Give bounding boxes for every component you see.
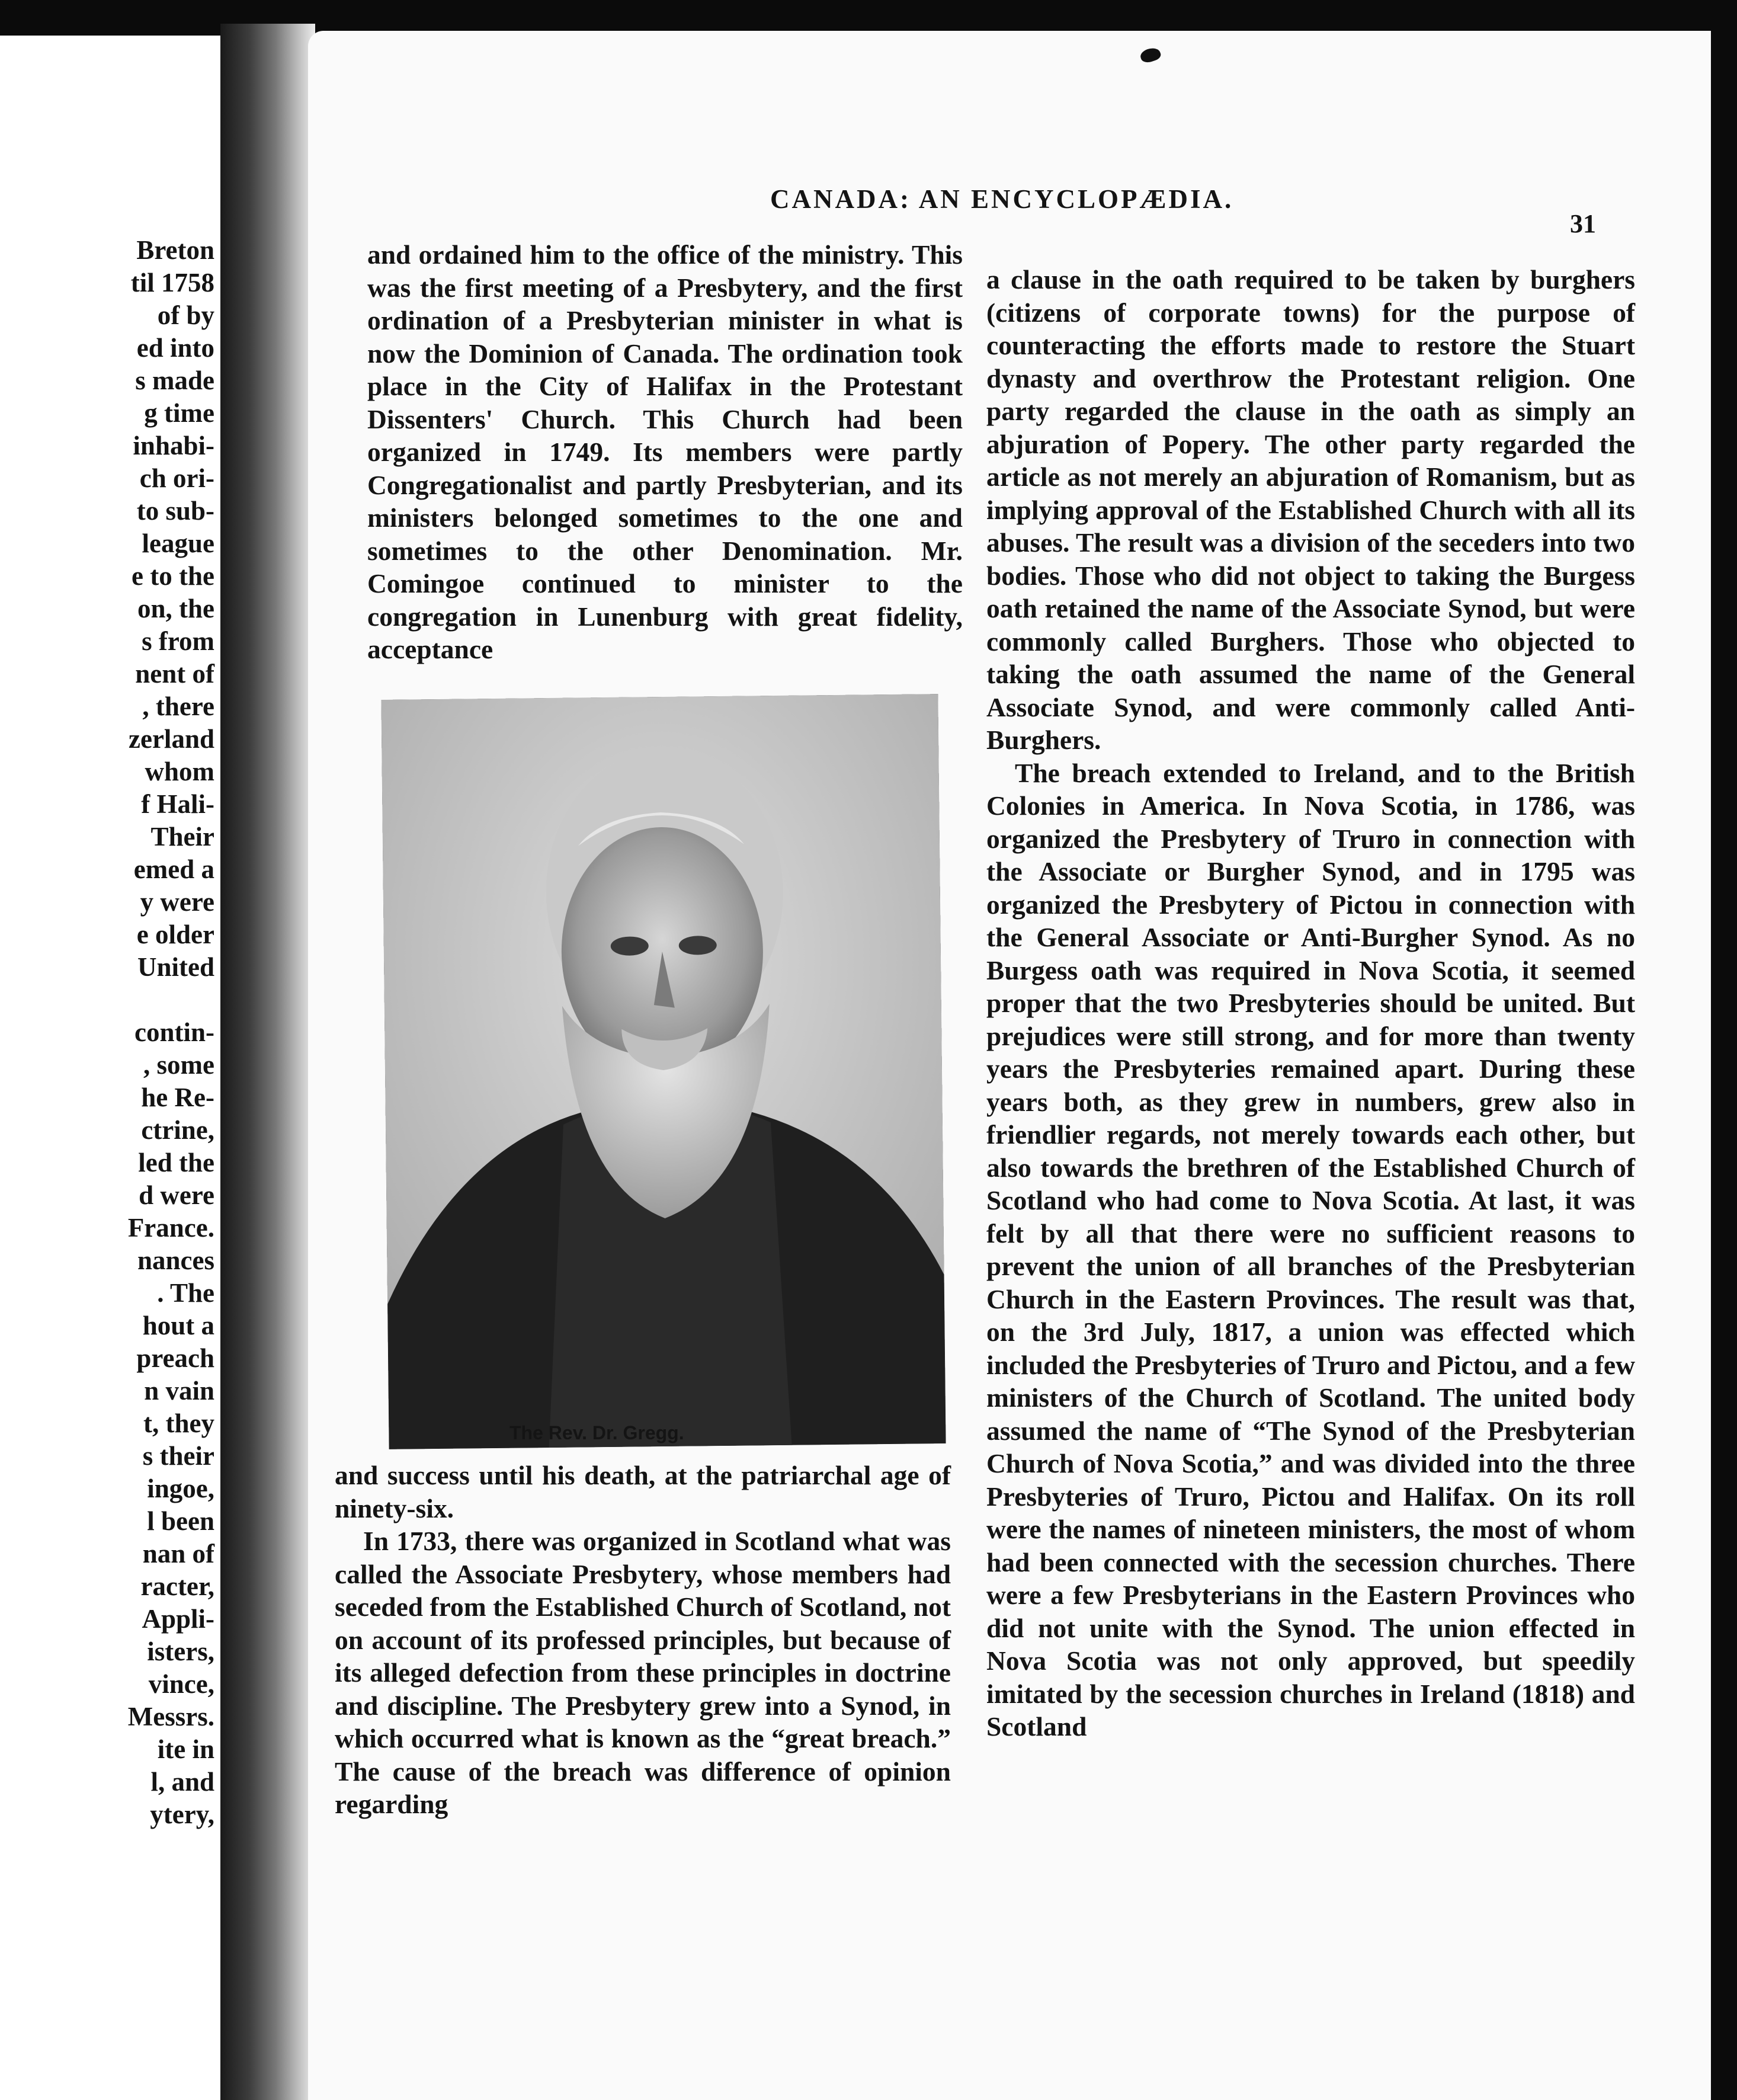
column-2 xyxy=(986,263,1635,1743)
left-page-line: inhabi- xyxy=(133,431,214,460)
left-page-line: l, and xyxy=(150,1767,214,1797)
left-page-line: emed a xyxy=(133,854,214,884)
left-page-line: hout a xyxy=(142,1311,214,1340)
column-1-bottom xyxy=(335,1459,951,1821)
left-page-line: racter, xyxy=(140,1571,214,1601)
left-page-line: United xyxy=(137,952,214,982)
left-page-line: Their xyxy=(150,822,214,851)
right-page xyxy=(308,31,1711,2100)
left-page-line: to sub- xyxy=(136,496,214,526)
left-page-line: y were xyxy=(140,887,214,917)
left-page-line: s from xyxy=(142,626,214,656)
left-page-line: nan of xyxy=(142,1539,214,1568)
scan-border xyxy=(1711,0,1737,2100)
left-page-line: til 1758 xyxy=(130,268,214,297)
left-page-line: led the xyxy=(138,1148,214,1177)
left-page-line: contin- xyxy=(134,1017,214,1047)
portrait-figure xyxy=(357,661,980,1455)
paragraph: and success until his death, at the patriarchal age of ninety-six. xyxy=(335,1460,951,1523)
book-gutter xyxy=(220,24,315,2100)
left-page-line: n vain xyxy=(144,1376,214,1406)
left-page-line: l been xyxy=(147,1506,214,1536)
page-number: 31 xyxy=(1570,209,1596,238)
left-page-line: g time xyxy=(144,398,214,428)
paragraph: In 1733, there was organized in Scotland what was called the Associate Presbytery, whose members had seceded from the Established Church of Scotland, not on account of its professed principles, but because of its alleged defection from these principles in doctrine and discipline. The Presbytery grew into a Synod, in which occurred what is known as the “great breach.” The cause of the breach was difference of opinion regarding xyxy=(335,1526,951,1819)
left-page-line: nent of xyxy=(135,659,214,689)
left-page-line: e to the xyxy=(132,561,214,591)
left-page-line: he Re- xyxy=(141,1083,214,1112)
ink-blot xyxy=(1139,46,1162,64)
left-page-line: vince, xyxy=(148,1669,214,1699)
paragraph: and ordained him to the office of the ministry. This was the first meeting of a Presbytery, and the first ordination of a Presbyterian minister in what is now the Dominion of Canada. The ordination took place in the City of Halifax in the Protestant Dissenters' Church. This Church had been organized in 1749. Its members were partly Congregationalist and partly Presbyterian, and its ministers belonged sometimes to the one and sometimes to the other Denomination. Mr. Comingoe continued to minister to the congregation in Lunenburg with great fidelity, acceptance xyxy=(367,239,963,664)
column-1-top xyxy=(367,238,963,666)
left-page-line: on, the xyxy=(137,594,214,623)
left-page-line: ch ori- xyxy=(139,463,214,493)
left-page-line: zerland xyxy=(129,724,214,754)
left-page-line: ite in xyxy=(157,1734,214,1764)
left-page-line: d were xyxy=(139,1180,214,1210)
left-page-line: s made xyxy=(135,366,214,395)
left-page-line: e older xyxy=(136,920,214,949)
left-page-line: whom xyxy=(145,757,214,786)
left-page-line: ctrine, xyxy=(141,1115,214,1145)
left-page-line: Breton xyxy=(136,235,214,265)
left-page-line: ingoe, xyxy=(147,1474,214,1503)
left-page-line: nances xyxy=(137,1246,214,1275)
left-page-text xyxy=(1,234,214,1831)
left-page-line xyxy=(1,984,214,1016)
paragraph: The breach extended to Ireland, and to the British Colonies in America. In Nova Scotia, in 1786, was organized the Presbytery of Truro in connection with the Associate or Burgher Synod, and in 1795 was organized the Presbytery of Pictou in connection with the General Associate or Anti-Burgher Synod. As no Burgess oath was required in Nova Scotia, it seemed proper that the two Presbyteries should be united. But prejudices were still strong, and for more than twenty years the Presbyteries remained apart. During these years both, as they grew in numbers, grew also in friendlier regards, not merely towards each other, but also towards the brethren of the Established Church of Scotland who had come to Nova Scotia. At last, it was felt by all that there were no sufficient reasons to prevent the union of all branches of the Presbyterian Church in the Eastern Provinces. The result was that, on the 3rd July, 1817, a union was effected which included the Presbyteries of Truro and Pictou, and a few ministers of the Church of Scotland. The united body assumed the name of “The Synod of the Presbyterian Church of Nova Scotia,” and was divided into the three Presbyteries of Truro, Pictou and Halifax. On its roll were the names of nineteen ministers, the most of whom had been connected with the secession churches. There were a few Presbyterians in the Eastern Provinces who did not unite with the Synod. The union effected in Nova Scotia was not only approved, but speedily imitated by the secession churches in Ireland (1818) and Scotland xyxy=(986,757,1635,1742)
running-head: CANADA: AN ENCYCLOPÆDIA. xyxy=(770,184,1234,214)
left-page-line: t, they xyxy=(143,1408,214,1438)
left-page-line: , some xyxy=(143,1050,214,1080)
left-page-line: of by xyxy=(157,300,214,330)
left-page-line: s their xyxy=(142,1441,214,1471)
portrait-photo xyxy=(381,694,946,1449)
left-page-line: Appli- xyxy=(142,1604,214,1634)
figure-caption: The Rev. Dr. Gregg. xyxy=(509,1422,684,1443)
left-page-line: league xyxy=(142,529,214,558)
left-page-line: ytery, xyxy=(150,1800,214,1829)
left-page-fragment xyxy=(0,36,220,2100)
left-page-line: . The xyxy=(157,1278,214,1308)
left-page-line: , there xyxy=(142,692,214,721)
paragraph: a clause in the oath required to be taken by burghers (citizens of corporate towns) for the purpose of counteracting the efforts made to restore the Stuart dynasty and overthrow the Protestant religion. One party regarded the clause in the oath as simply an abjuration of Popery. The other party regarded the article as not merely an abjuration of Romanism, but as implying approval of the Established Church with all its abuses. The result was a division of the seceders into two bodies. Those who did not object to taking the Burgess oath retained the name of the Associate Synod, but were commonly called Burghers. Those who objected to taking the oath assumed the name of the General Associate Synod, and were commonly called Anti-Burghers. xyxy=(986,264,1635,755)
left-page-line: France. xyxy=(127,1213,214,1243)
left-page-line: Messrs. xyxy=(127,1702,214,1731)
left-page-line: preach xyxy=(136,1343,214,1373)
left-page-line: f Hali- xyxy=(141,789,214,819)
left-page-line: isters, xyxy=(147,1637,214,1666)
left-page-line: ed into xyxy=(136,333,214,363)
